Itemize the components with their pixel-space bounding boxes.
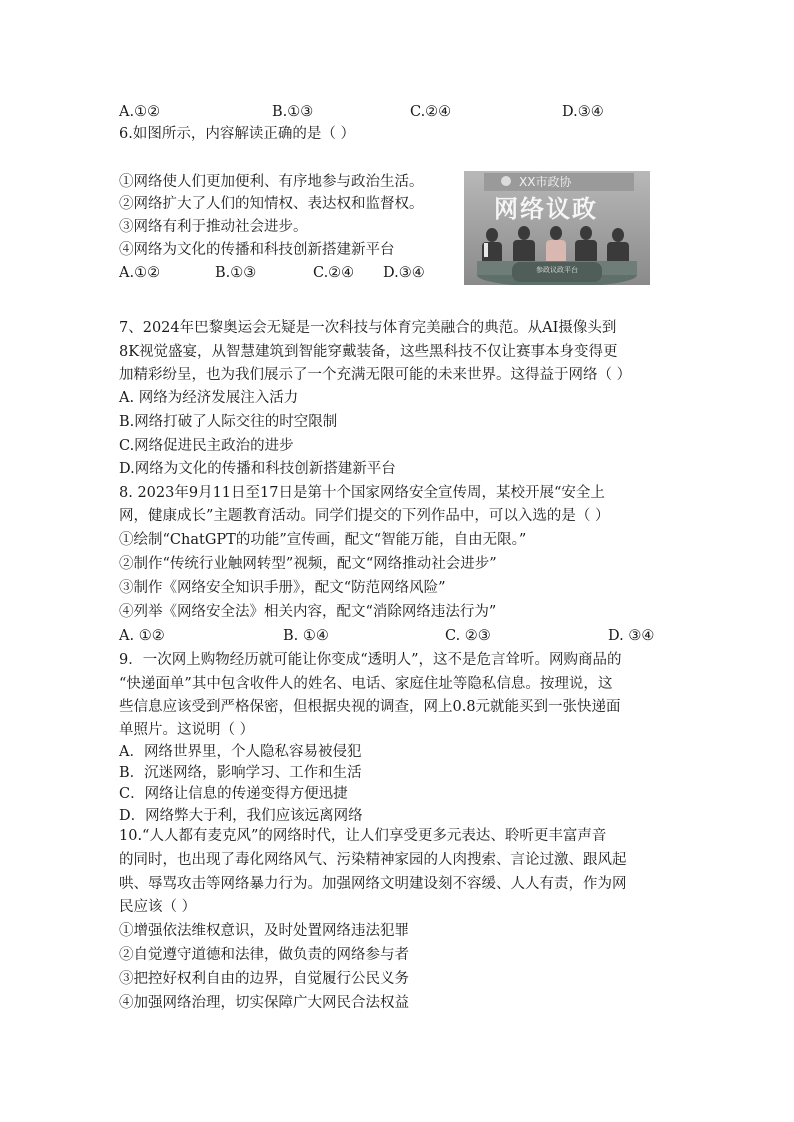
q7-line-1: 7、2024年巴黎奥运会无疑是一次科技与体育完美融合的典范。从AI摄像头到 <box>119 320 617 336</box>
q8-option-a[interactable]: A. ①② <box>119 628 165 644</box>
q8-line-1: 8. 2023年9月11日至17日是第十个国家网络安全宣传周，某校开展“安全上 <box>119 485 605 501</box>
q9-option-d[interactable]: D．网络弊大于利，我们应该远离网络 <box>119 808 363 824</box>
q9-line-2: “快递面单”其中包含收件人的姓名、电话、家庭住址等隐私信息。按理说，这 <box>119 676 613 692</box>
q10-line-2: 的同时，也出现了毒化网络风气、污染精神家园的人肉搜索、言论过激、跟风起 <box>119 852 627 868</box>
photo-title: 网络议政 <box>494 195 598 223</box>
q10-item-4: ④加强网络治理，切实保障广大网民合法权益 <box>119 995 409 1011</box>
q10-item-3: ③把控好权利自由的边界，自觉履行公民义务 <box>119 971 409 987</box>
q7-option-d[interactable]: D.网络为文化的传播和科技创新搭建新平台 <box>119 461 396 477</box>
q6-item-2: ②网络扩大了人们的知情权、表达权和监督权。 <box>119 196 424 212</box>
q10-item-2: ②自觉遵守道德和法律，做负责的网络参与者 <box>119 947 409 963</box>
q8-option-b[interactable]: B. ①④ <box>283 628 329 644</box>
q8-item-1: ①绘制“ChatGPT的功能”宣传画，配文“智能万能，自由无限。” <box>119 532 527 548</box>
q6-item-4: ④网络为文化的传播和科技创新搭建新平台 <box>119 242 395 258</box>
q5-option-c[interactable]: C.②④ <box>410 104 452 120</box>
q10-item-1: ①增强依法维权意识，及时处置网络违法犯罪 <box>119 923 409 939</box>
q8-line-2: 网，健康成长”主题教育活动。同学们提交的下列作品中，可以入选的是（ ） <box>119 508 610 524</box>
q9-line-3: 些信息应该受到严格保密，但根据央视的调查，网上0.8元就能买到一张快递面 <box>119 699 621 715</box>
q7-option-c[interactable]: C.网络促进民主政治的进步 <box>119 438 294 454</box>
q7-line-3: 加精彩纷呈，也为我们展示了一个充满无限可能的未来世界。这得益于网络（ ） <box>119 367 632 383</box>
q10-line-1: 10.“人人都有麦克风”的网络时代，让人们享受更多元表达、聆听更丰富声音 <box>119 828 607 844</box>
emblem-icon <box>501 176 511 186</box>
q8-item-4: ④列举《网络安全法》相关内容，配文“消除网络违法行为” <box>119 604 497 620</box>
q9-option-a[interactable]: A．网络世界里，个人隐私容易被侵犯 <box>119 744 362 760</box>
q9-line-1: 9．一次网上购物经历就可能让你变成“透明人”，这不是危言耸听。网购商品的 <box>119 652 622 668</box>
q6-option-b[interactable]: B.①③ <box>215 265 257 281</box>
q6-option-c[interactable]: C.②④ <box>313 265 355 281</box>
q6-option-d[interactable]: D.③④ <box>383 265 425 281</box>
q5-option-a[interactable]: A.①② <box>119 104 161 120</box>
q10-line-4: 民应该（ ） <box>119 899 197 915</box>
q10-line-3: 哄、辱骂攻击等网络暴力行为。加强网络文明建设刻不容缓、人人有责，作为网 <box>119 876 627 892</box>
tv-panel-discussion-photo <box>464 171 650 285</box>
q7-option-a[interactable]: A. 网络为经济发展注入活力 <box>119 390 299 406</box>
q5-option-d[interactable]: D.③④ <box>562 104 604 120</box>
q6-stem: 6.如图所示，内容解读正确的是（ ） <box>119 126 355 142</box>
q6-item-3: ③网络有利于推动社会进步。 <box>119 219 308 235</box>
q7-line-2: 8K视觉盛宴，从智慧建筑到智能穿戴装备，这些黑科技不仅让赛事本身变得更 <box>119 344 618 360</box>
q6-option-a[interactable]: A.①② <box>119 265 161 281</box>
q8-item-2: ②制作“传统行业触网转型”视频，配文“网络推动社会进步” <box>119 556 497 572</box>
q8-option-c[interactable]: C. ②③ <box>445 628 491 644</box>
desk-sign: 参政议政平台 <box>536 266 578 274</box>
q8-item-3: ③制作《网络安全知识手册》，配文“防范网络风险” <box>119 580 446 596</box>
q6-item-1: ①网络使人们更加便利、有序地参与政治生活。 <box>119 174 424 190</box>
q5-option-b[interactable]: B.①③ <box>272 104 314 120</box>
q9-line-4: 单照片。这说明（ ） <box>119 722 255 738</box>
q9-option-c[interactable]: C．网络让信息的传递变得方便迅捷 <box>119 786 348 802</box>
q9-option-b[interactable]: B．沉迷网络，影响学习、工作和生活 <box>119 765 362 781</box>
photo-header: XX市政协 <box>519 175 572 189</box>
q8-option-d[interactable]: D. ③④ <box>608 628 655 644</box>
q7-option-b[interactable]: B.网络打破了人际交往的时空限制 <box>119 414 338 430</box>
